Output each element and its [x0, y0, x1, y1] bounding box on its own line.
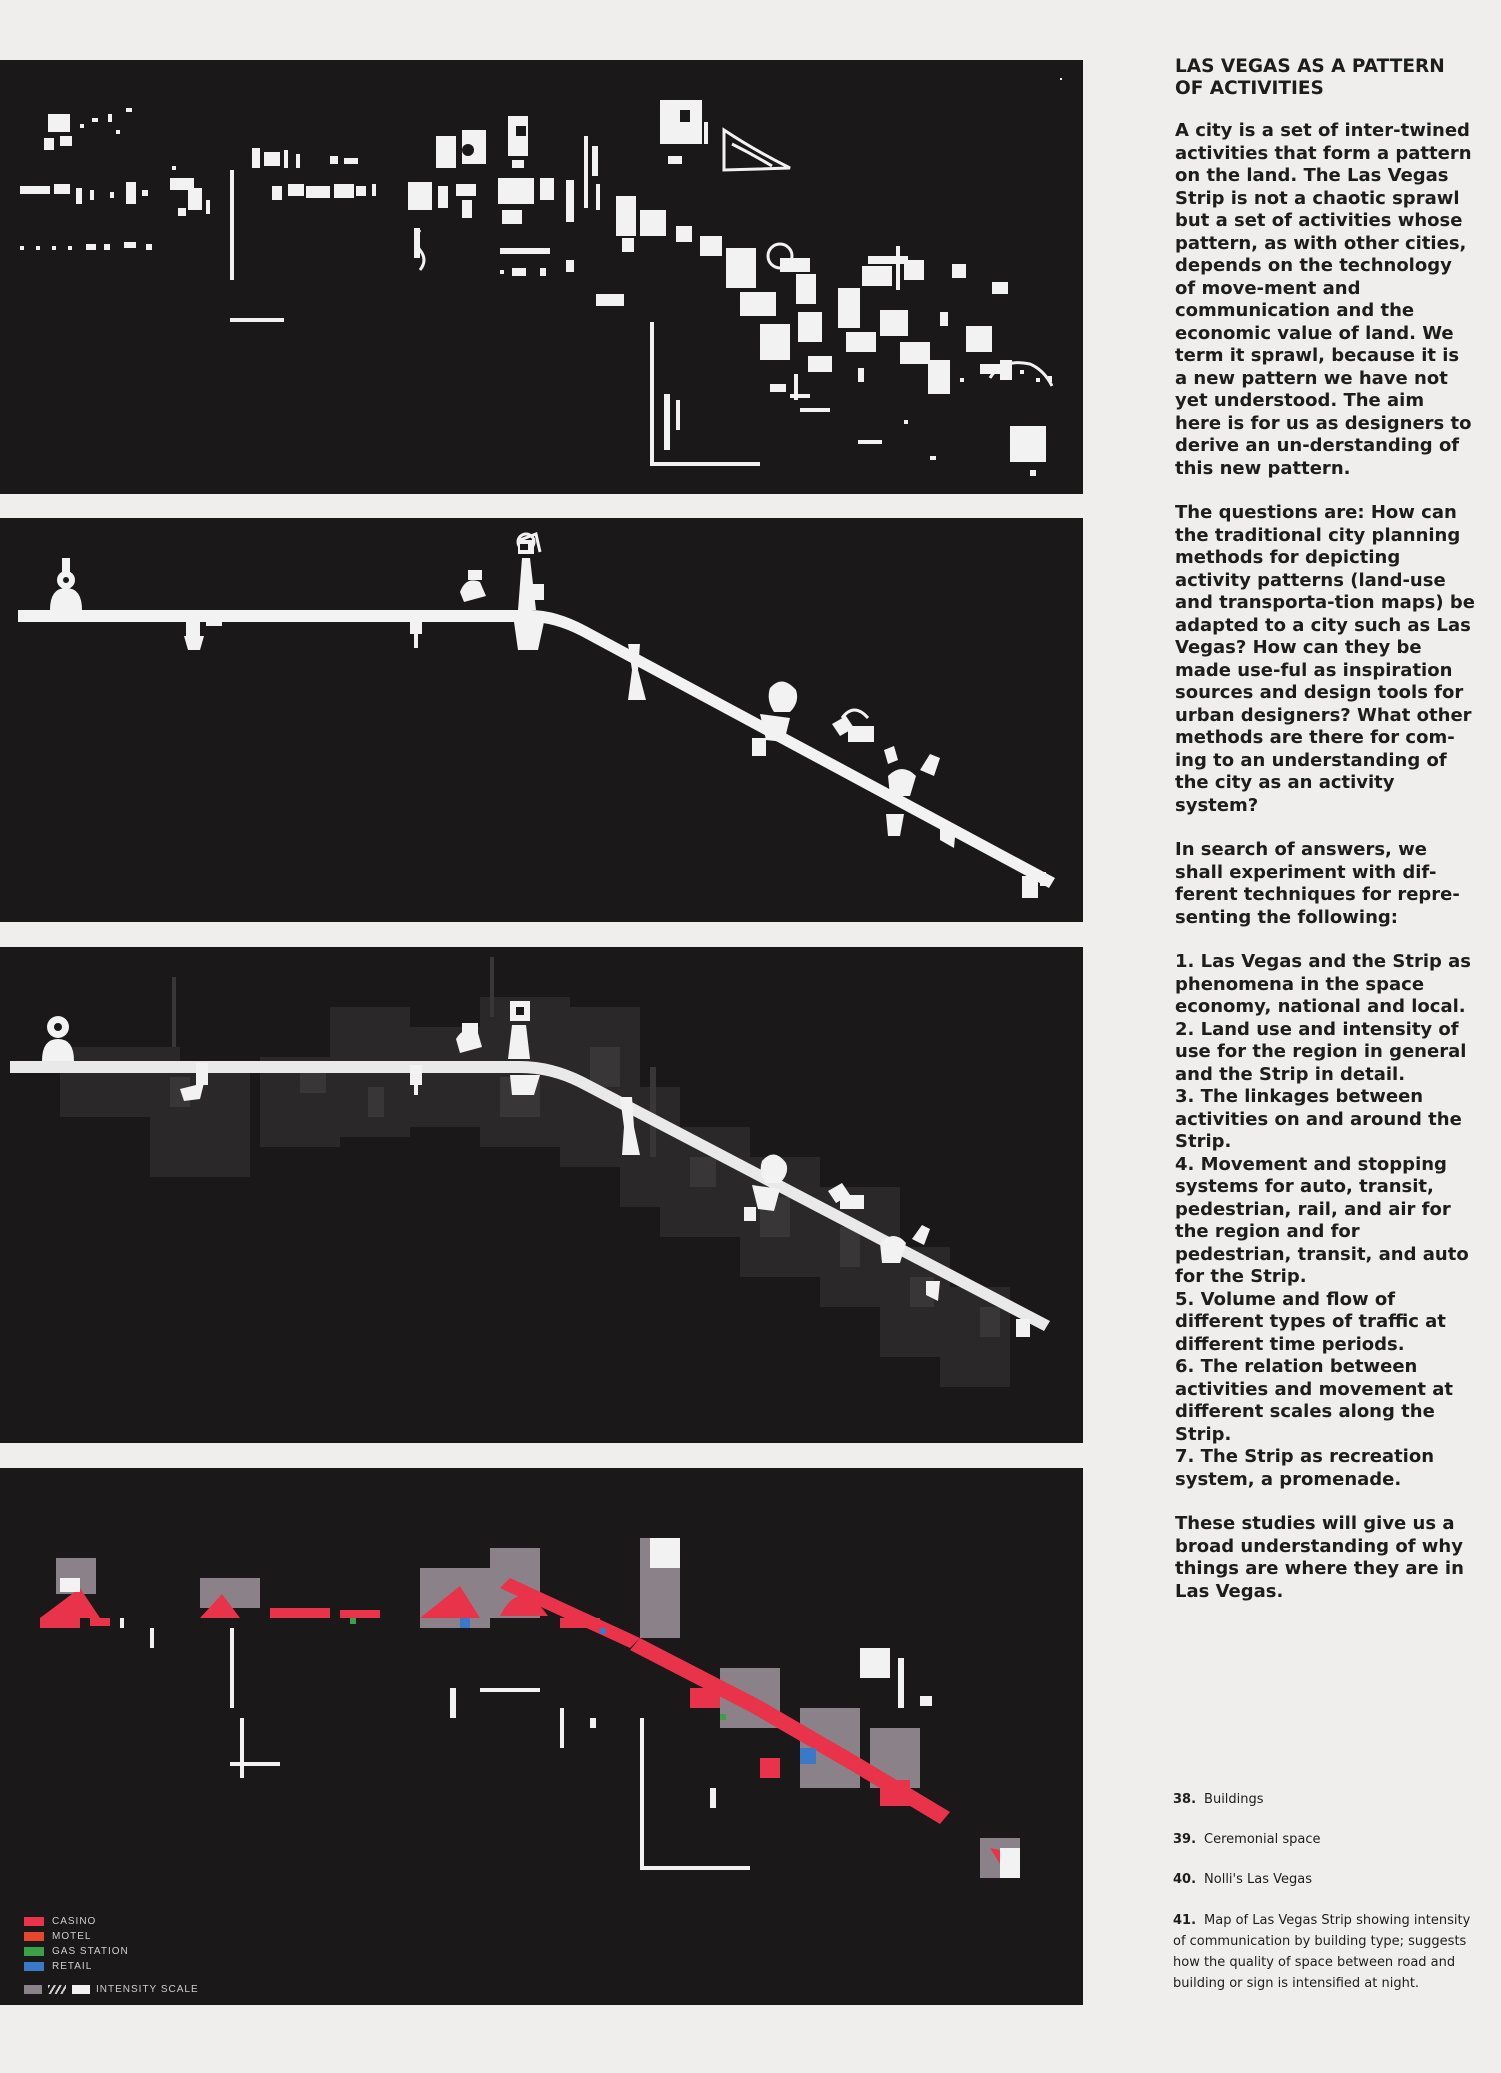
paragraph-questions: The questions are: How can the traditional city planning methods for depicting activity patterns (land-use and transporta-tion maps) be adapted to a city such as Las Vegas? How can they be made use-ful as inspiration sources and design tools for urban designers? What other methods are there for com-ing to an understanding of the city as an activity system?: [1175, 502, 1475, 816]
map-intensity-panel: [0, 1468, 1083, 2005]
caption-text: Ceremonial space: [1204, 1832, 1321, 1847]
map-nolli-panel: [0, 947, 1083, 1443]
caption-text: Map of Las Vegas Strip showing intensity of communication by building type; suggests how the quality of space between road and building or sign is intensified at night.: [1173, 1913, 1471, 1991]
list-item: 6. The relation between activities and movement at different scales along the Strip.: [1175, 1356, 1454, 1445]
nolli-figure-ground: [0, 947, 1083, 1443]
list-item: 7. The Strip as recreation system, a promenade.: [1175, 1446, 1435, 1490]
intensity-scale: [24, 1984, 199, 1995]
legend-label-casino: CASINO: [52, 1916, 97, 1927]
legend-label-retail: RETAIL: [52, 1961, 93, 1972]
caption-40: [1173, 1870, 1473, 1890]
caption-text: Buildings: [1204, 1792, 1264, 1807]
paragraph-search: In search of answers, we shall experiment with dif-ferent techniques for repre-senting the following:: [1175, 839, 1460, 928]
list-item: 5. Volume and flow of different types of traffic at different time periods.: [1175, 1288, 1446, 1355]
figure-captions: [1173, 1790, 1473, 2014]
ceremonial-space-figure: [0, 518, 1083, 922]
paragraph-intro: A city is a set of inter-twined activities that form a pattern on the land. The Las Vegas Strip is not a chaotic sprawl but a set of activities whose pattern, as with other cities, depends on the technology of move-ment and communication and the economic value of land. We term it sprawl, because it is a new pattern we have not yet understood. The aim here is for us as designers to derive an un-derstanding of this new pattern.: [1175, 120, 1472, 479]
list-item: 3. The linkages between activities on and around the Strip.: [1175, 1086, 1462, 1152]
caption-text: Nolli's Las Vegas: [1204, 1872, 1313, 1887]
legend-item-motel: [24, 1929, 199, 1944]
buildings-figure-ground: [0, 60, 1083, 494]
legend-label-gas-station: GAS STATION: [52, 1946, 129, 1957]
numbered-list: [1175, 951, 1475, 1491]
list-item: 4. Movement and stopping systems for auto, transit, pedestrian, rail, and air for the region and for pedestrian, transit, and auto for the Strip.: [1175, 1153, 1469, 1287]
legend-item-retail: [24, 1959, 199, 1974]
motel-swatch: [24, 1932, 44, 1941]
caption-39: [1173, 1830, 1473, 1850]
caption-number: 38.: [1173, 1792, 1197, 1807]
legend-label-motel: MOTEL: [52, 1931, 92, 1942]
map-legend: [24, 1914, 199, 1995]
caption-number: 39.: [1173, 1832, 1197, 1847]
map-ceremonial-space-panel: [0, 518, 1083, 922]
legend-item-casino: [24, 1914, 199, 1929]
map-buildings-panel: [0, 60, 1083, 494]
intensity-scale-label: INTENSITY SCALE: [96, 1984, 199, 1995]
casino-swatch: [24, 1917, 44, 1926]
caption-number: 40.: [1173, 1872, 1197, 1887]
scale-mid-swatch: [48, 1985, 66, 1994]
scale-high-swatch: [72, 1985, 90, 1994]
caption-number: 41.: [1173, 1913, 1197, 1928]
retail-swatch: [24, 1962, 44, 1971]
gas-station-swatch: [24, 1947, 44, 1956]
page-title: LAS VEGAS AS A PATTERN OF ACTIVITIES: [1175, 56, 1445, 99]
caption-38: [1173, 1790, 1473, 1810]
paragraph-closing: These studies will give us a broad understanding of why things are where they are in Las Vegas.: [1175, 1513, 1464, 1602]
list-item: 2. Land use and intensity of use for the region in general and the Strip in detail.: [1175, 1018, 1467, 1085]
legend-item-gas-station: [24, 1944, 199, 1959]
list-item: 1. Las Vegas and the Strip as phenomena in the space economy, national and local.: [1175, 951, 1472, 1017]
caption-41: [1173, 1910, 1473, 1994]
scale-low-swatch: [24, 1985, 42, 1994]
article-text: [1175, 56, 1475, 1625]
